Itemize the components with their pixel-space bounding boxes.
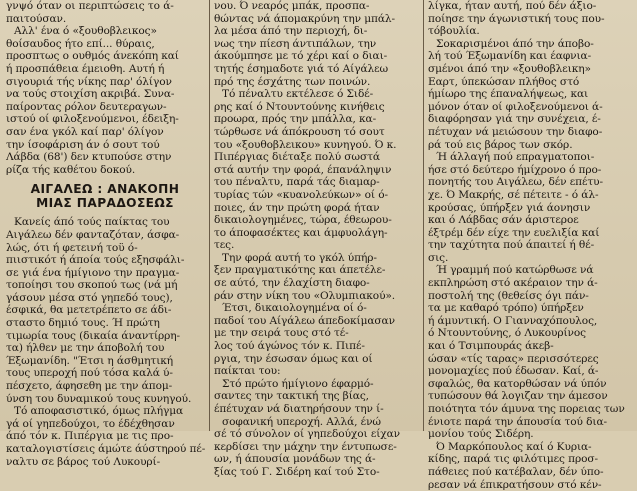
text-line: κερδίσει την μάχην την έντυπωσε- [214, 440, 397, 453]
text-line: του «ξουθοβλεικου» κυνηγού. Ό κ. [214, 138, 397, 151]
text-line: μόνον όταν οί φιλοξενούμενοι ά- [428, 100, 603, 113]
article-column-2 [214, 0, 418, 478]
column-2-body-text [214, 0, 418, 479]
text-line: προσπτως ο ουθμός άνεκόπη καί [6, 50, 179, 63]
text-line: έπέτυχαν νά διατηρήσουν την ί- [214, 403, 384, 415]
text-line: τώρθωσε νά άπόκρουση τό σουτ [214, 125, 385, 138]
text-line: μονομαχίες πού έδωσαν. Καί, ά- [428, 365, 599, 378]
column-1-opening-text [6, 0, 204, 176]
text-line: προωρα, πρός την μπάλλα, κα- [214, 113, 377, 126]
text-line: ράν στην νίκη του «Ολυμπιακού». [214, 289, 396, 302]
text-line: Εαρτ, ύπεκώσαν πλήθος στό [428, 75, 580, 88]
text-line: γάσουν μέσα στό γηπεδό τους), [6, 291, 173, 304]
text-line: παίκται του: [214, 365, 281, 378]
text-line: Έξωμανίδη. "Έτσι η άσθμητική [6, 354, 174, 367]
text-line: λα μέσα άπό την περιοχή, δι- [214, 25, 368, 38]
text-line: ρά τού εις βάρος των σκόρ. [428, 138, 573, 151]
text-line: σμένοι άπό την «ξουθοβλεικη» [428, 62, 591, 75]
text-line: θώντας νά άπομακρύνη την μπάλ- [214, 12, 396, 25]
text-line: Τό πέναλτυ εκτέλεσε ό Σιδέ- [222, 88, 374, 101]
text-line: να τούς στοιχίση ακριβά. Συνα- [6, 88, 175, 101]
text-line: παίροντας ρόλον δευτεραγων- [6, 100, 167, 113]
text-line: και ό Λάβδας σάν άριστεροε [428, 214, 579, 227]
text-line: Σοκαρισμένοι άπό την άποβο- [436, 37, 594, 50]
text-line: ένιοτε παρά την άπουσία τού δια- [428, 415, 608, 428]
text-line: χε. Ό Μακρής, σέ πέτειτε - ό άλ- [428, 188, 599, 201]
text-line: σις. [428, 251, 449, 264]
section-heading-line-1: ΑΙΓΑΛΕΩ : ΑΝΑΚΟΠΗ [30, 182, 180, 197]
text-line: κρούσας, ύπήρξεν γιά άονησιν [428, 201, 591, 214]
text-line: τοποίησι του σκοπού τως (νά μή [6, 279, 178, 292]
text-line: στά αυτήν την φορά, έπανάληψιν [214, 163, 392, 176]
column-divider [423, 0, 424, 431]
text-line: ήσε στό δεύτερο ήμίχρονο ό προ- [428, 163, 602, 176]
text-line: παδοί του Αίγάλεω άπεδοκίμασαν [214, 314, 395, 327]
text-line: ρεσαν νά έπικρατήσουν στό κέν- [428, 478, 602, 491]
text-line: ποιες, άν την πρώτη φορά ήταν [214, 201, 380, 214]
text-line: τυρίας τών «κυανολεύκων» οί ό- [214, 188, 389, 201]
text-line: ήμίωρο της έπαναλήψεως, και [428, 88, 589, 101]
text-line: Αλλ' ένα ό «ξουθοβλεικος» [14, 25, 157, 38]
article-column-1 [6, 0, 206, 468]
text-line: σαν ένα γκόλ καί παρ' όλίγον [6, 125, 164, 138]
text-line: ιστού οί φιλοξενούμενοι, έδειξη- [6, 113, 179, 126]
text-line: άκούμπησε με τό χέρι καί ο διαι- [214, 50, 388, 63]
text-line: τυπώσουν θά λογιζαν την άμεσον [428, 390, 608, 403]
text-line: λος τού άγώνος τόν κ. Πιπέ- [214, 340, 365, 353]
text-line: Λάβδα (68') δεν κτυπούσε στην [6, 151, 172, 164]
text-line: σοφανική υπεροχή. Αλλά, ένώ [222, 415, 381, 428]
text-line: ή προσπάθεια έμειοθη. Αυτή ή [6, 62, 165, 75]
text-line: λίγκα, ήταν αυτή, πού δέν άξιο- [428, 0, 597, 12]
text-line: πάθειες πού κατέβαλαν, δέν ύπο- [428, 465, 604, 478]
text-line: Τό αποφασιστικό, όμως πλήγμα [14, 405, 184, 418]
text-line: τιμωρία τους (δικαία άναντίρρη- [6, 329, 181, 342]
text-line: πέτυχαν νά μειώσουν την διαφο- [428, 125, 603, 138]
text-line: σφαλώς, θα κατορθώσαν νά ύπόν [428, 377, 607, 390]
text-line: διαφόρησαν γιά την συνέχεια, έ- [428, 113, 601, 126]
column-divider [209, 0, 210, 431]
text-line: το άποφασέκτες και άμφυολάγη- [214, 226, 388, 239]
text-line: γά οί γηπεδούχοι, το έδέχθησαν [6, 417, 175, 430]
text-line: ή άμυντική. Ο Γιανναχόπουλος, [428, 314, 598, 327]
column-3-body-text [428, 0, 631, 491]
text-line: Ή άλλαγή πού επραγματοποι- [436, 151, 595, 164]
text-line: Έτσι, δικαιολογημένα οί ό- [222, 302, 367, 315]
text-line: Πιπέργιας διέταξε πολύ σωστά [214, 151, 380, 164]
text-line: νως την πίεση άντιπάλων, την [214, 37, 377, 50]
text-line: ξίας τού Γ. Σιδέρη καί τού Στο- [214, 465, 380, 478]
text-line: έσφικά, θα μετετρέπετο σε άδι- [6, 304, 172, 317]
text-line: εκπληρώση στό ακέραιον την ά- [428, 277, 598, 290]
text-line: τα) ήλθεν με την άποβολή του [6, 342, 165, 355]
text-line: ώσαν «τίς ταρας» περισσότερες [428, 352, 599, 365]
text-line: Ό Μαρκόπουλος καί ό Κυρια- [436, 440, 592, 453]
text-line: γνψό όταν οι περιπτώσεις το ά- [6, 0, 174, 12]
text-line: ύνση του δυναμικού τους κυνηγού. [6, 392, 192, 405]
text-line: κίδης, παρά τις φιλότιμες προσ- [428, 453, 598, 466]
text-line: σε γιά ένα ήμίγιονο την πραγμα- [6, 266, 180, 279]
text-line: νου. Ό νεαρός μπάκ, προσπα- [214, 0, 370, 12]
text-line: άπό τόν κ. Πιπέργια με τις προ- [6, 430, 174, 443]
article-column-3 [428, 0, 631, 491]
text-line: τους υπεροχή πού τόσα καλά ύ- [6, 367, 173, 380]
text-line: έξτρέμ δέν είχε την ευελιξία καί [428, 226, 600, 239]
text-line: καταλογιστίσεις άμώτε άύστηρού πέ- [6, 443, 206, 455]
text-line: ργια, την έσωσαν όμως και οί [214, 352, 373, 365]
text-line: πρό της έσχάτης των ποινών. [214, 75, 371, 88]
text-line: Αιγάλεω δέν φανταζόταν, άσφα- [6, 228, 180, 241]
text-line: τόβουλία. [428, 25, 480, 38]
text-line: ποιότητα τόν άμυνα της πορειας των [428, 403, 625, 415]
text-line: θοίσαυδος ήτο επί... θύραις, [6, 37, 155, 50]
text-line: τες. [214, 239, 235, 252]
text-line: του πέναλτυ, παρά τάς διαμαρ- [214, 176, 380, 189]
text-line: την ταχύτητα πού άπαιτεί ή θέ- [428, 239, 595, 252]
text-line: με την σειρά τους στό τέ- [214, 327, 349, 340]
text-line: ξεν πραγματικότης και άπετέλε- [214, 264, 386, 277]
text-line: σιγουριά τής νίκης παρ' όλίγον [6, 75, 172, 88]
section-heading-line-2: ΜΙΑΣ ΠΑΡΑΔΟΣΕΩΣ [36, 196, 174, 211]
text-line: τητής έσημαδοτε γιά τό Αίγάλεω [214, 62, 389, 75]
text-line: ων, ή άπουσία μονάδων της ά- [214, 453, 376, 466]
text-line: λή τού Έξωμανίδη και έαφνια- [428, 50, 592, 63]
text-line: Στό πρώτο ήμίγιονο έφαρμό- [222, 377, 374, 390]
text-line: ποστολή της (θεθείσς όγι πάν- [428, 289, 589, 302]
text-line: Ή γραμμή πού κατώρθωσε νά [436, 264, 594, 277]
text-line: μονίου τούς Σιδέρη. [428, 428, 534, 441]
text-line: σταστο δημιό τους. Ή πρώτη [6, 317, 160, 330]
text-line: ρίζα τής καθέτου δοκού. [6, 163, 136, 176]
text-line: λώς, ότι ή φετεινή τοϋ ό- [6, 241, 138, 254]
text-line: Κανείς άπό τούς παίκτας του [14, 216, 170, 229]
text-line: ποίησε την άγωνιστική τους που- [428, 12, 605, 25]
text-line: σε αύτό, την έλαχίστη διαφο- [214, 277, 370, 290]
text-line: πιιστικότ ή άποία τούς εξησφάλι- [6, 254, 185, 267]
text-line: σέ τό σύνολον οί γηπεδούχοι είχαν [214, 428, 400, 441]
text-line: πονητής του Αιγάλεω, δέν επέτυ- [428, 176, 603, 189]
text-line: παιτούσαν. [6, 12, 67, 25]
text-line: ό Ντουντούνης, ό Λυκουρίνος [428, 327, 586, 340]
text-line: ρης καί ό Ντουντούνης κινήθεις [214, 100, 385, 113]
column-1-body-text [6, 216, 204, 468]
text-line: δικαιολογημένες, τώρα, έθεωρου- [214, 214, 392, 227]
text-line: πέσχετο, άφησεθη με την άπομ- [6, 380, 173, 393]
text-line: την ίσοφάριση άν ό σουτ τού [6, 138, 160, 151]
text-line: Την φορά αυτή το γκόλ ύπήρ- [222, 251, 377, 264]
text-line: σαντες την τακτική της βίας, [214, 390, 369, 403]
text-line: και ό Τσιμπουράς άκεβ- [428, 340, 554, 353]
text-line: τα με καθαρό τρόπο) ύπήρξεν [428, 302, 584, 315]
text-line: ναλτυ σε βάρος τού Λυκουρί- [6, 455, 161, 468]
